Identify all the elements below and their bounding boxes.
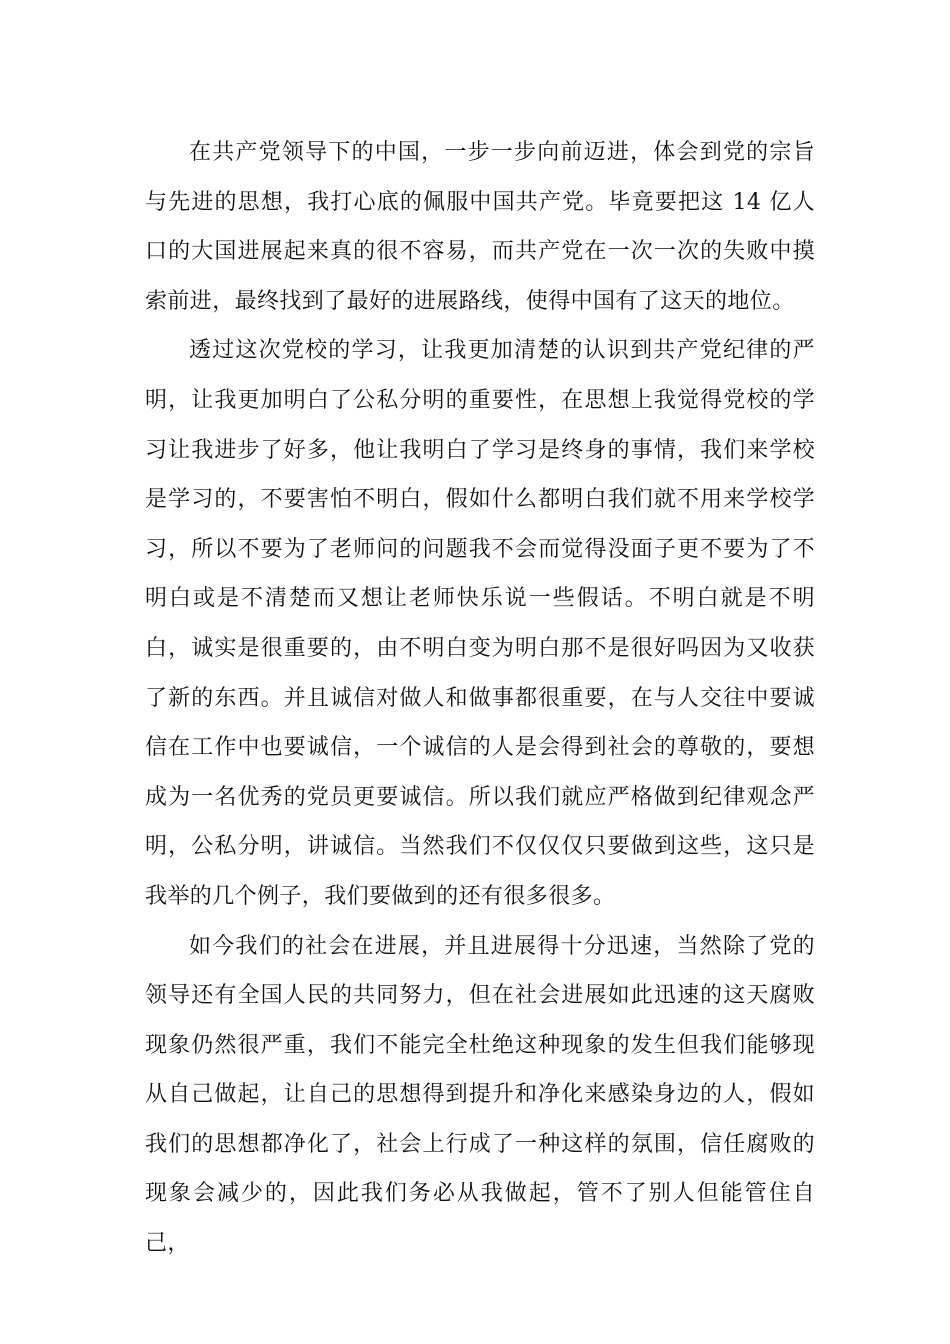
paragraph-2: 透过这次党校的学习，让我更加清楚的认识到共产党纪律的严明，让我更加明白了公私分明的重要性，在思想上我觉得党校的学习让我进步了好多，他让我明白了学习是终身的事情，我们来学校是学习的，不要害怕不明白，假如什么都明白我们就不用来学校学习，所以不要为了老师问的问题我不会而觉得没面子更不要为了不明白或是不清楚而又想让老师快乐说一些假话。不明白就是不明白，诚实是很重要的，由不明白变为明白那不是很好吗因为又收获了新的东西。并且诚信对做人和做事都很重要，在与人交往中要诚信在工作中也要诚信，一个诚信的人是会得到社会的尊敬的，要想成为一名优秀的党员更要诚信。所以我们就应严格做到纪律观念严明，公私分明，讲诚信。当然我们不仅仅仅只要做到这些，这只是我举的几个例子，我们要做到的还有很多很多。 bbox=[145, 338, 815, 909]
document-body bbox=[145, 128, 815, 1269]
paragraph-1: 在共产党领导下的中国，一步一步向前迈进，体会到党的宗旨与先进的思想，我打心底的佩服中国共产党。毕竟要把这 14 亿人口的大国进展起来真的很不容易，而共产党在一次一次的失败中摸索前进，最终找到了最好的进展路线，使得中国有了这天的地位。 bbox=[145, 140, 815, 314]
paragraph-3: 如今我们的社会在进展，并且进展得十分迅速，当然除了党的领导还有全国人民的共同努力，但在社会进展如此迅速的这天腐败现象仍然很严重，我们不能完全杜绝这种现象的发生但我们能够现从自己做起，让自己的思想得到提升和净化来感染身边的人，假如我们的思想都净化了，社会上行成了一种这样的氛围，信任腐败的现象会减少的，因此我们务必从我做起，管不了别人但能管住自己， bbox=[145, 933, 815, 1257]
